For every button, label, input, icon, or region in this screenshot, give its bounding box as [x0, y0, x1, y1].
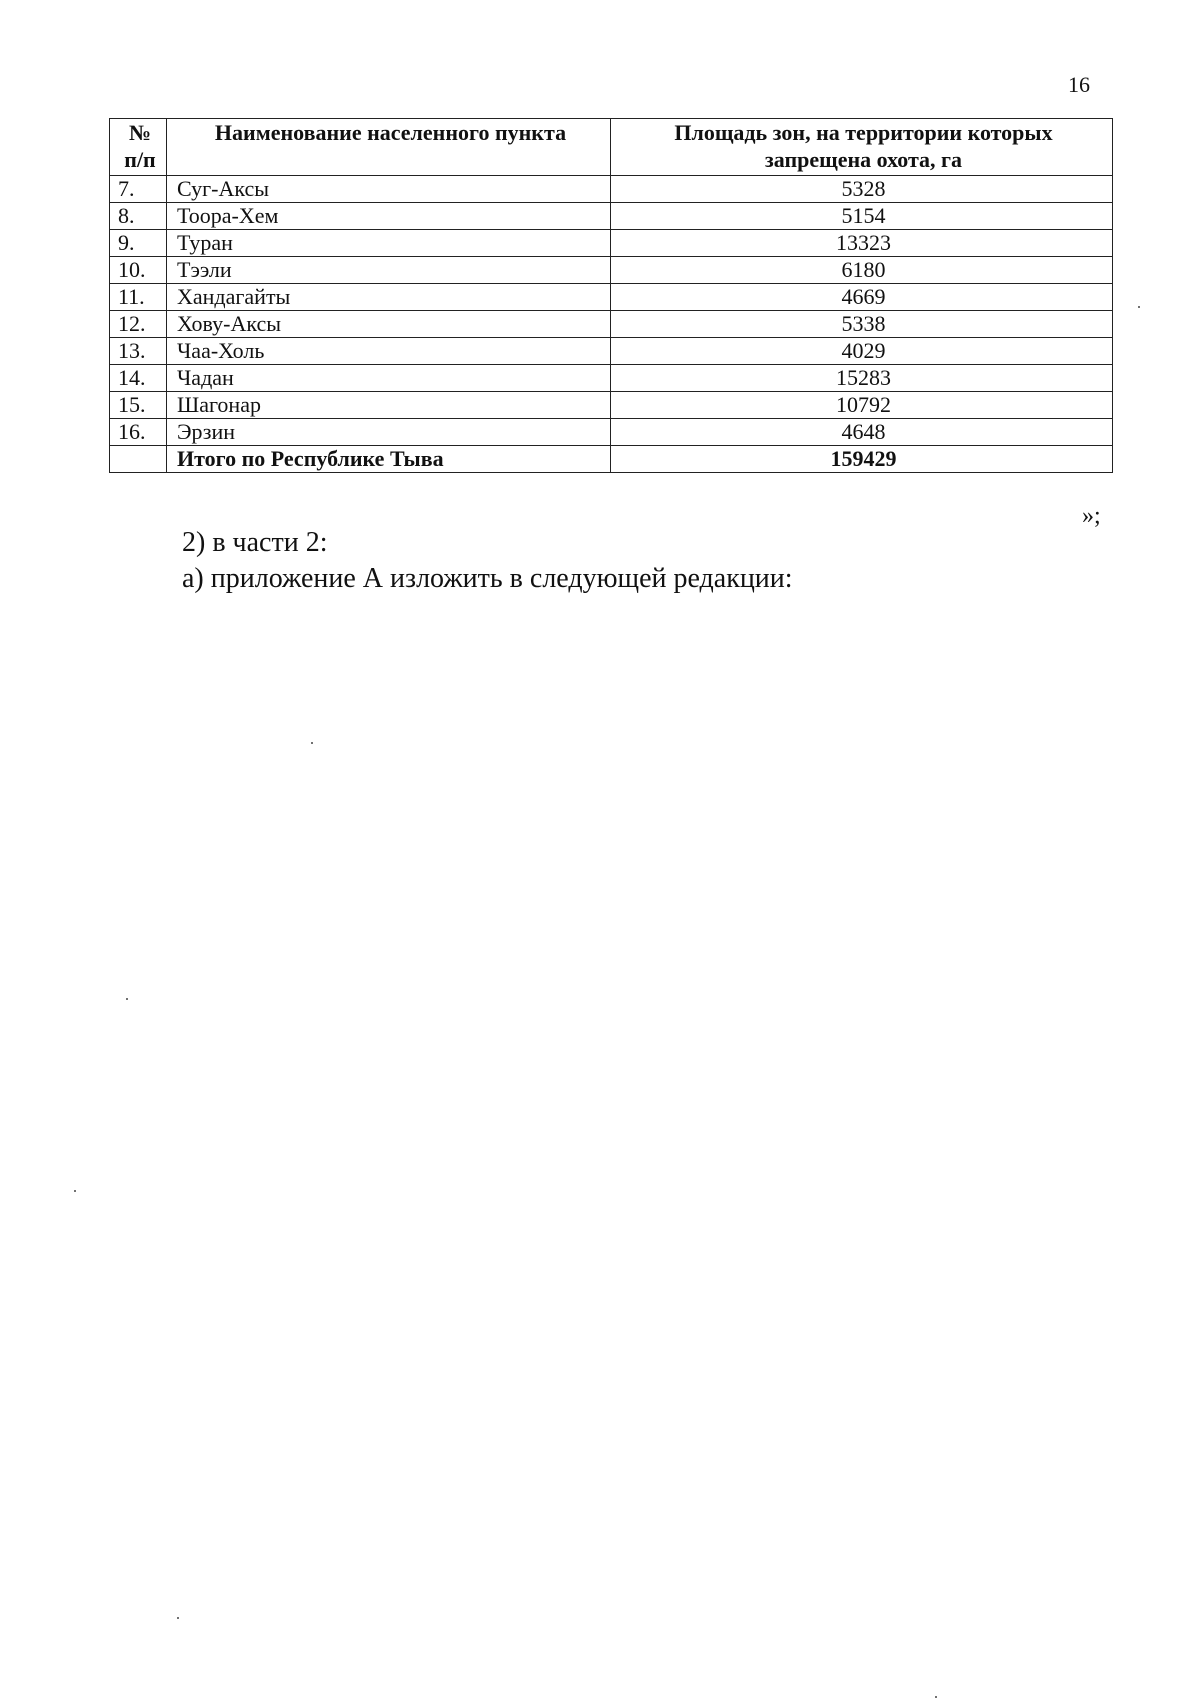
table-row — [110, 203, 1113, 230]
table-row — [110, 230, 1113, 257]
table-header-row — [110, 119, 1113, 176]
settlement-name-cell: Хандагайты — [167, 284, 611, 311]
scan-speck — [311, 742, 313, 744]
table-body — [110, 176, 1113, 446]
paragraph-appendix-a: а) приложение А изложить в следующей редакции: — [182, 563, 793, 594]
row-number-cell: 16. — [110, 419, 167, 446]
total-number-cell — [110, 446, 167, 473]
zone-area-cell: 5338 — [611, 311, 1113, 338]
total-label-cell: Итого по Республике Тыва — [167, 446, 611, 473]
zone-area-cell: 4029 — [611, 338, 1113, 365]
table-row — [110, 284, 1113, 311]
zone-area-cell: 13323 — [611, 230, 1113, 257]
settlement-name-cell: Чадан — [167, 365, 611, 392]
settlement-name-cell: Чаа-Холь — [167, 338, 611, 365]
zone-area-cell: 4669 — [611, 284, 1113, 311]
table-row — [110, 257, 1113, 284]
row-number-cell: 15. — [110, 392, 167, 419]
header-number: № п/п — [110, 119, 167, 176]
table-row — [110, 311, 1113, 338]
header-settlement-name: Наименование населенного пункта — [167, 119, 611, 176]
scan-speck — [177, 1617, 179, 1619]
zone-area-cell: 10792 — [611, 392, 1113, 419]
settlement-name-cell: Суг-Аксы — [167, 176, 611, 203]
row-number-cell: 12. — [110, 311, 167, 338]
table-total-row — [110, 446, 1113, 473]
scan-speck — [74, 1190, 76, 1192]
header-zone-area: Площадь зон, на территории которых запрещена охота, га — [611, 119, 1113, 176]
hunting-zones-table — [109, 118, 1113, 473]
zone-area-cell: 15283 — [611, 365, 1113, 392]
table-row — [110, 338, 1113, 365]
settlement-name-cell: Туран — [167, 230, 611, 257]
row-number-cell: 14. — [110, 365, 167, 392]
total-area-cell: 159429 — [611, 446, 1113, 473]
row-number-cell: 11. — [110, 284, 167, 311]
zone-area-cell: 5154 — [611, 203, 1113, 230]
zone-area-cell: 5328 — [611, 176, 1113, 203]
zone-area-cell: 6180 — [611, 257, 1113, 284]
row-number-cell: 13. — [110, 338, 167, 365]
page-number: 16 — [1068, 72, 1090, 97]
row-number-cell: 9. — [110, 230, 167, 257]
row-number-cell: 8. — [110, 203, 167, 230]
scan-speck — [935, 1696, 937, 1698]
row-number-cell: 10. — [110, 257, 167, 284]
settlement-name-cell: Эрзин — [167, 419, 611, 446]
table-row — [110, 392, 1113, 419]
table-row — [110, 419, 1113, 446]
row-number-cell: 7. — [110, 176, 167, 203]
zone-area-cell: 4648 — [611, 419, 1113, 446]
table-row — [110, 365, 1113, 392]
settlement-name-cell: Шагонар — [167, 392, 611, 419]
settlement-name-cell: Тээли — [167, 257, 611, 284]
scan-speck — [126, 998, 128, 1000]
paragraph-part-2: 2) в части 2: — [182, 527, 328, 558]
settlement-name-cell: Хову-Аксы — [167, 311, 611, 338]
settlement-name-cell: Тоора-Хем — [167, 203, 611, 230]
closing-quote: »; — [1082, 503, 1101, 529]
scan-speck — [1138, 306, 1140, 308]
table-row — [110, 176, 1113, 203]
